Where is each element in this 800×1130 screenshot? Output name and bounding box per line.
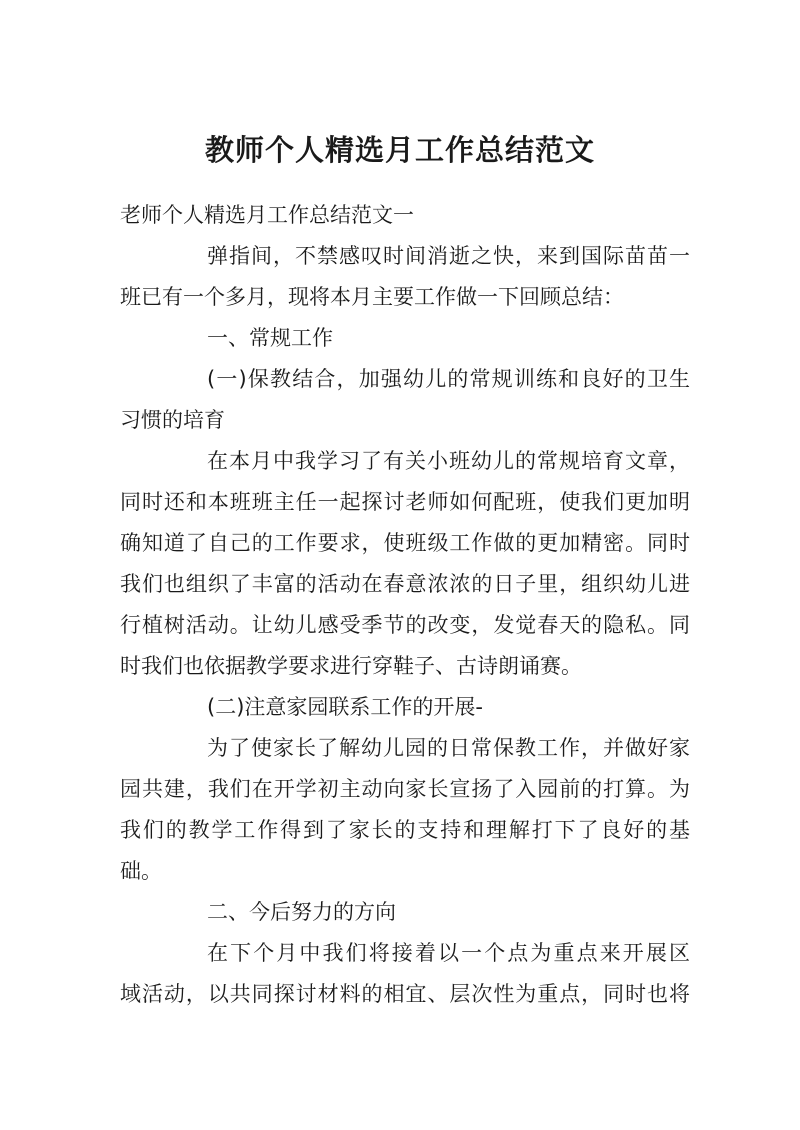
paragraph-line: 在本月中我学习了有关小班幼儿的常规培育文章，	[207, 449, 690, 473]
paragraph-line: 为了使家长了解幼儿园的日常保教工作，并做好家	[207, 736, 690, 760]
paragraph-line: 域活动，以共同探讨材料的相宜、层次性为重点，同时也将	[120, 982, 690, 1006]
paragraph-line: 我们的教学工作得到了家长的支持和理解打下了良好的基	[120, 818, 690, 842]
subsection-heading: (二)注意家园联系工作的开展-	[207, 695, 483, 719]
section-heading: 二、今后努力的方向	[207, 900, 396, 924]
subsection-heading-cont: 习惯的培育	[120, 408, 225, 432]
paragraph-line: 础。	[120, 859, 162, 883]
subtitle-line: 老师个人精选月工作总结范文一	[120, 203, 414, 227]
paragraph-line: 班已有一个多月，现将本月主要工作做一下回顾总结：	[120, 285, 624, 309]
paragraph-line: 园共建，我们在开学初主动向家长宣扬了入园前的打算。为	[120, 777, 690, 801]
subsection-heading: (一)保教结合，加强幼儿的常规训练和良好的卫生	[207, 367, 690, 391]
section-heading: 一、常规工作	[207, 326, 333, 350]
paragraph-line: 我们也组织了丰富的活动在春意浓浓的日子里，组织幼儿进	[120, 572, 690, 596]
paragraph-line: 在下个月中我们将接着以一个点为重点来开展区	[207, 941, 690, 965]
paragraph-line: 弹指间，不禁感叹时间消逝之快，来到国际苗苗一	[207, 244, 690, 268]
paragraph-line: 行植树活动。让幼儿感受季节的改变，发觉春天的隐私。同	[120, 613, 690, 637]
paragraph-line: 时我们也依据教学要求进行穿鞋子、古诗朗诵赛。	[120, 654, 582, 678]
paragraph-line: 同时还和本班班主任一起探讨老师如何配班，使我们更加明	[120, 490, 690, 514]
document-title: 教师个人精选月工作总结范文	[204, 133, 595, 167]
paragraph-line: 确知道了自己的工作要求，使班级工作做的更加精密。同时	[120, 531, 690, 555]
